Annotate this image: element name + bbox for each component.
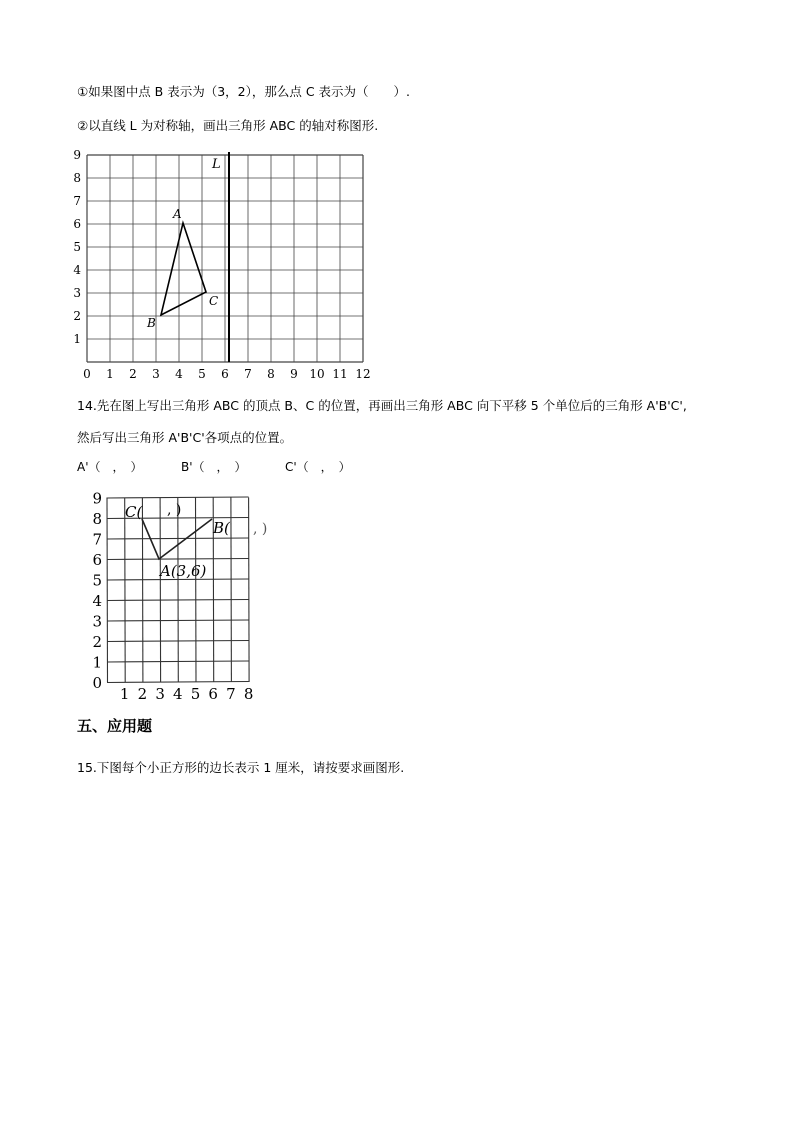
point-label-c2: C( xyxy=(125,503,143,521)
coordinate-grid-2 xyxy=(85,492,300,704)
y-tick-label: 7 xyxy=(73,194,81,208)
y-tick-label: 2 xyxy=(92,633,102,651)
grid-h-line xyxy=(107,682,249,683)
grid-v-line xyxy=(178,498,179,683)
y-tick-label: 5 xyxy=(73,240,81,254)
grid-h-line xyxy=(107,600,249,601)
y-tick-label: 3 xyxy=(73,286,81,300)
x-tick-label: 6 xyxy=(208,685,218,703)
section-title: 五、应用题 xyxy=(77,717,153,735)
point-label-b2: B( xyxy=(213,519,230,537)
grid-h-line xyxy=(107,538,249,539)
y-tick-labels xyxy=(73,148,81,346)
y-tick-label: 9 xyxy=(73,148,81,162)
x-tick-label: 4 xyxy=(173,685,183,703)
y-tick-label: 3 xyxy=(92,612,102,631)
grid-h-line xyxy=(107,497,249,498)
x-tick-labels xyxy=(83,367,370,381)
x-tick-label: 9 xyxy=(290,367,298,381)
question-14-line1: 14.先在图上写出三角形 ABC 的顶点 B、C 的位置，再画出三角形 ABC 向下平移 5 个单位后的三角形 A'B'C', xyxy=(77,398,687,413)
y-tick-label: 4 xyxy=(73,263,81,277)
y-tick-labels xyxy=(92,492,102,692)
x-tick-label: 0 xyxy=(83,367,91,381)
x-tick-labels xyxy=(120,685,253,703)
grid-h-line xyxy=(107,641,249,642)
triangle-abc xyxy=(161,223,206,315)
x-tick-label: 2 xyxy=(137,685,148,703)
y-tick-label: 8 xyxy=(73,171,81,185)
blank-c-prime[interactable]: C'（ ， ） xyxy=(285,460,351,474)
y-tick-label: 5 xyxy=(92,571,102,590)
y-tick-label: 6 xyxy=(73,217,81,231)
x-tick-label: 2 xyxy=(129,367,137,381)
y-tick-label: 9 xyxy=(92,492,102,508)
question-13-part2: ②以直线 L 为对称轴，画出三角形 ABC 的轴对称图形. xyxy=(77,118,379,133)
y-tick-label: 6 xyxy=(92,551,102,569)
y-tick-label: 7 xyxy=(92,530,102,549)
blank-a-prime[interactable]: A'（ ， ） xyxy=(77,460,143,474)
grid-h-line xyxy=(107,559,249,560)
question-14-line2: 然后写出三角形 A'B'C'各项点的位置。 xyxy=(77,430,293,445)
grid-v-line xyxy=(107,498,108,683)
x-tick-label: 10 xyxy=(309,367,325,381)
x-tick-label: 1 xyxy=(119,685,130,703)
grid-v-line xyxy=(231,498,232,683)
grid-h-line xyxy=(107,620,249,621)
y-tick-label: 1 xyxy=(92,653,102,672)
x-tick-label: 3 xyxy=(155,685,165,703)
x-tick-label: 4 xyxy=(175,367,183,381)
x-tick-label: 12 xyxy=(355,367,371,381)
grid-v-line xyxy=(125,498,126,683)
grid-v-line xyxy=(249,498,250,683)
x-tick-label: 11 xyxy=(332,367,348,381)
blank-b-prime[interactable]: B'（ ， ） xyxy=(181,460,247,474)
x-tick-label: 8 xyxy=(243,685,254,703)
grid-v-line xyxy=(196,498,197,683)
coordinate-grid-1 xyxy=(70,145,380,385)
point-label-b2-rest: , ) xyxy=(253,521,268,537)
x-tick-label: 5 xyxy=(190,685,201,703)
point-label-a: A xyxy=(173,207,182,221)
point-label-c2-rest: , ) xyxy=(167,502,182,518)
question-15: 15.下图每个小正方形的边长表示 1 厘米，请按要求画图形. xyxy=(77,760,405,775)
grid-v-line xyxy=(160,498,161,683)
grid-lines xyxy=(87,155,363,362)
x-tick-label: 5 xyxy=(198,367,206,381)
x-tick-label: 1 xyxy=(106,367,114,381)
x-tick-label: 6 xyxy=(221,367,229,381)
grid-v-line xyxy=(142,498,143,683)
line-label-L: L xyxy=(212,157,221,172)
y-tick-label: 4 xyxy=(92,592,102,610)
x-tick-label: 7 xyxy=(244,367,252,381)
point-label-a2: A(3,6) xyxy=(160,562,207,580)
grid-h-line xyxy=(107,661,249,662)
y-tick-label: 1 xyxy=(73,332,81,346)
question-13-part1: ①如果图中点 B 表示为（3，2），那么点 C 表示为（ ）. xyxy=(77,84,411,99)
answer-blanks xyxy=(77,458,351,475)
point-label-c: C xyxy=(209,294,219,308)
y-tick-label: 0 xyxy=(92,674,102,692)
y-tick-label: 8 xyxy=(92,510,102,528)
x-tick-label: 7 xyxy=(226,685,236,703)
point-label-b: B xyxy=(147,316,156,330)
y-tick-label: 2 xyxy=(73,309,81,323)
x-tick-label: 8 xyxy=(267,367,275,381)
x-tick-label: 3 xyxy=(152,367,160,381)
